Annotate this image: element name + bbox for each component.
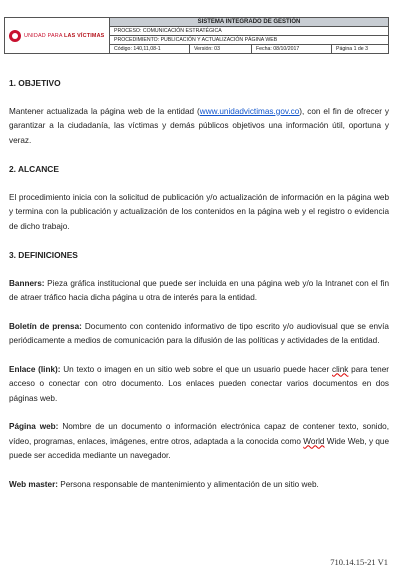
header-meta-row <box>110 45 388 53</box>
definition-boletin <box>9 320 389 349</box>
objetivo-text-a: Mantener actualizada la página web de la entidad ( <box>9 106 200 116</box>
section-alcance-text: El procedimiento inicia con la solicitud de publicación y/o actualización de información en la página web y termina con la publicación y actualización de los contenidos en la página web y el registro o evidencia de dicho trabajo. <box>9 192 389 231</box>
section-definiciones-title: 3. DEFINICIONES <box>9 250 78 260</box>
definition-term: Enlace (link): <box>9 364 61 374</box>
header-proceso: PROCESO: COMUNICACIÓN ESTRATÉGICA <box>110 27 388 36</box>
logo <box>5 18 110 53</box>
header-version: Versión: 03 <box>190 45 252 53</box>
definition-term: Banners: <box>9 278 45 288</box>
definition-term: Página web: <box>9 422 59 431</box>
logo-icon <box>9 30 21 42</box>
header-title: SISTEMA INTEGRADO DE GESTIÓN <box>110 18 388 27</box>
definition-banners <box>9 277 389 306</box>
logo-text-prefix: UNIDAD PARA <box>24 32 65 39</box>
definition-misspelled-word: World <box>303 436 325 446</box>
definition-text: Pieza gráfica institucional que puede ser incluida en una página web y/o la Intranet con el fin de atraer tráfico hacia dicha página u otra de interés para la entidad. <box>9 278 389 302</box>
header-fecha: Fecha: 08/10/2017 <box>252 45 332 53</box>
definition-text-b: para tener acceso o conectar con otro documento. Los enlaces pueden conectar varios documentos en dos páginas web. <box>9 364 389 403</box>
definition-misspelled-word: clink <box>332 364 349 374</box>
header-info <box>110 18 388 53</box>
section-objetivo-text <box>9 105 389 149</box>
definition-enlace <box>9 363 389 407</box>
header-pagina: Página 1 de 3 <box>336 45 369 52</box>
document-header <box>4 17 389 54</box>
website-link[interactable]: www.unidadvictimas.gov.co <box>199 106 300 116</box>
footer-code: 710.14.15-21 V1 <box>330 557 388 567</box>
objetivo-text-b: ), con el fin de ofrecer y garantizar a la ciudadanía, las víctimas y demás públicos objetivos una información útil, oportuna y veraz. <box>9 106 389 145</box>
definition-text: Documento con contenido informativo de tipo escrito y/o audiovisual que se envía periódicamente a medios de comunicación para la difusión de las políticas y actividades de la entidad. <box>9 321 389 345</box>
definition-text-a: Un texto o imagen en un sitio web sobre el que un usuario puede hacer <box>60 364 332 374</box>
header-procedimiento: PROCEDIMIENTO: PUBLICACIÓN Y ACTUALIZACIÓN PÁGINA WEB <box>110 36 388 45</box>
definition-text-b: Wide Web, y que puede ser accedida mediante un navegador. <box>9 436 390 460</box>
section-objetivo-title: 1. OBJETIVO <box>9 78 61 88</box>
section-alcance-title: 2. ALCANCE <box>9 164 59 174</box>
definition-text: Persona responsable de mantenimiento y alimentación de un sitio web. <box>58 479 319 489</box>
definition-web-master <box>9 478 389 493</box>
definition-term: Web master: <box>9 479 58 489</box>
definition-text-a: Nombre de un documento o información electrónica capaz de contener texto, sonido, vídeo, programas, enlaces, imágenes, entre otros, adaptada a la conocida como <box>9 422 389 446</box>
definition-term: Boletín de prensa: <box>9 321 82 331</box>
definition-pagina-web <box>9 420 389 464</box>
logo-text-emph: LAS VÍCTIMAS <box>64 32 105 39</box>
header-codigo: Código: 140,11,08-1 <box>110 45 190 53</box>
document-body <box>9 70 389 492</box>
